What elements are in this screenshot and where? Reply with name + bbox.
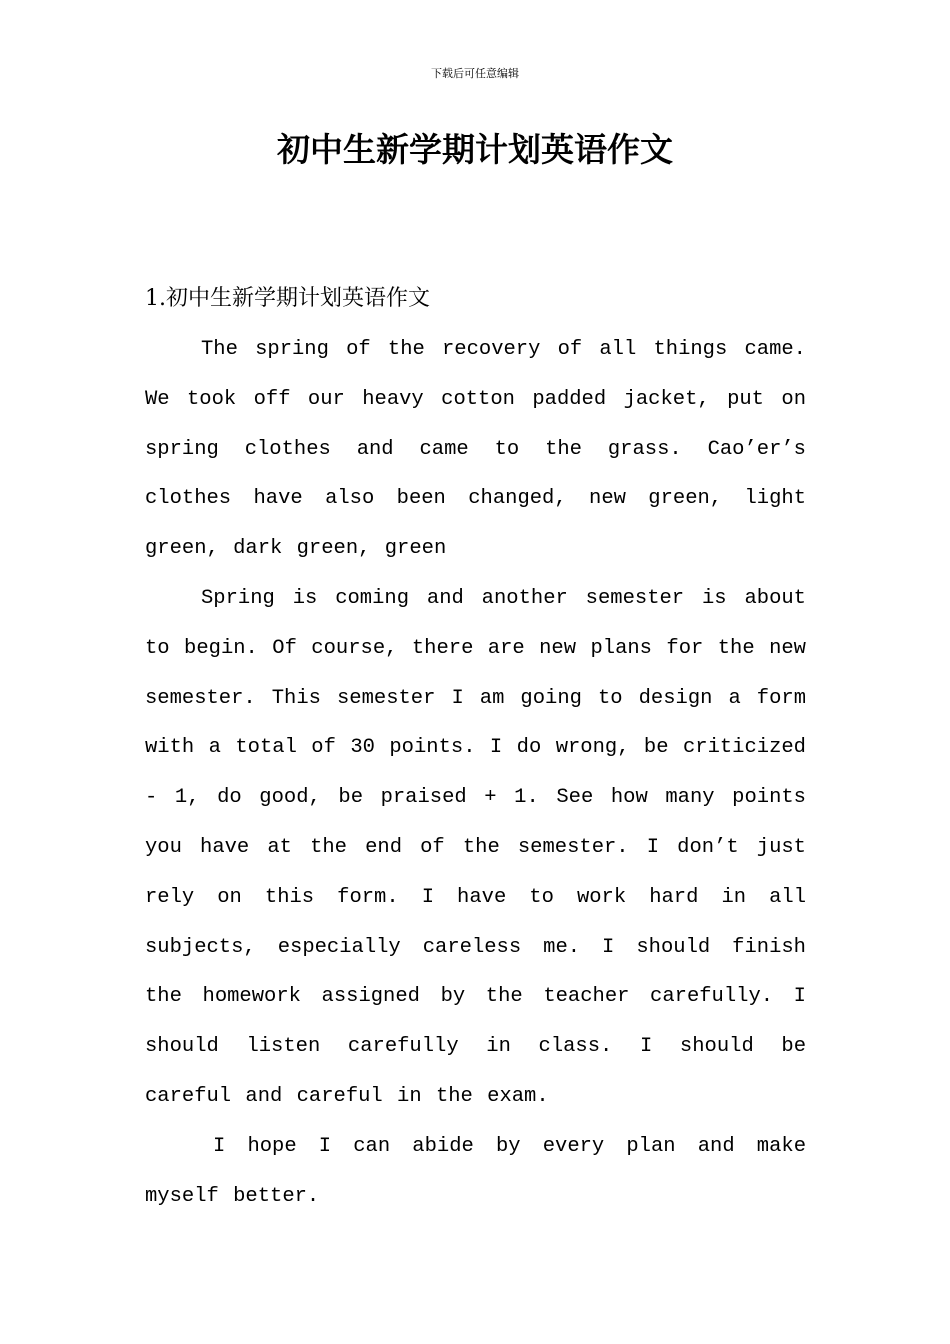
document-title: 初中生新学期计划英语作文 bbox=[277, 130, 673, 169]
header-note: 下载后可任意编辑 bbox=[431, 67, 519, 80]
paragraph-conclusion: I hope I can abide by every plan and make myself better. bbox=[145, 1134, 806, 1208]
essay-body bbox=[145, 325, 806, 1221]
paragraph-semester-plan: Spring is coming and another semester is about to begin. Of course, there are new plans for the new semester. This semester I am going to design a form with a total of 30 points. I do wrong, be criticized - 1, do good, be praised + 1. See how many points you have at the end of the semester. I don’t just rely on this form. I have to work hard in all subjects, especially careless me. I should finish the homework assigned by the teacher carefully. I should listen carefully in class. I should be careful and careful in the exam. bbox=[145, 586, 806, 1108]
section-heading: 1.初中生新学期计划英语作文 bbox=[145, 286, 430, 311]
paragraph-spring: The spring of the recovery of all things came. We took off our heavy cotton padded jacket, put on spring clothes and came to the grass. Cao’er’s clothes have also been changed, new green, light green, dark green, green bbox=[145, 338, 806, 561]
